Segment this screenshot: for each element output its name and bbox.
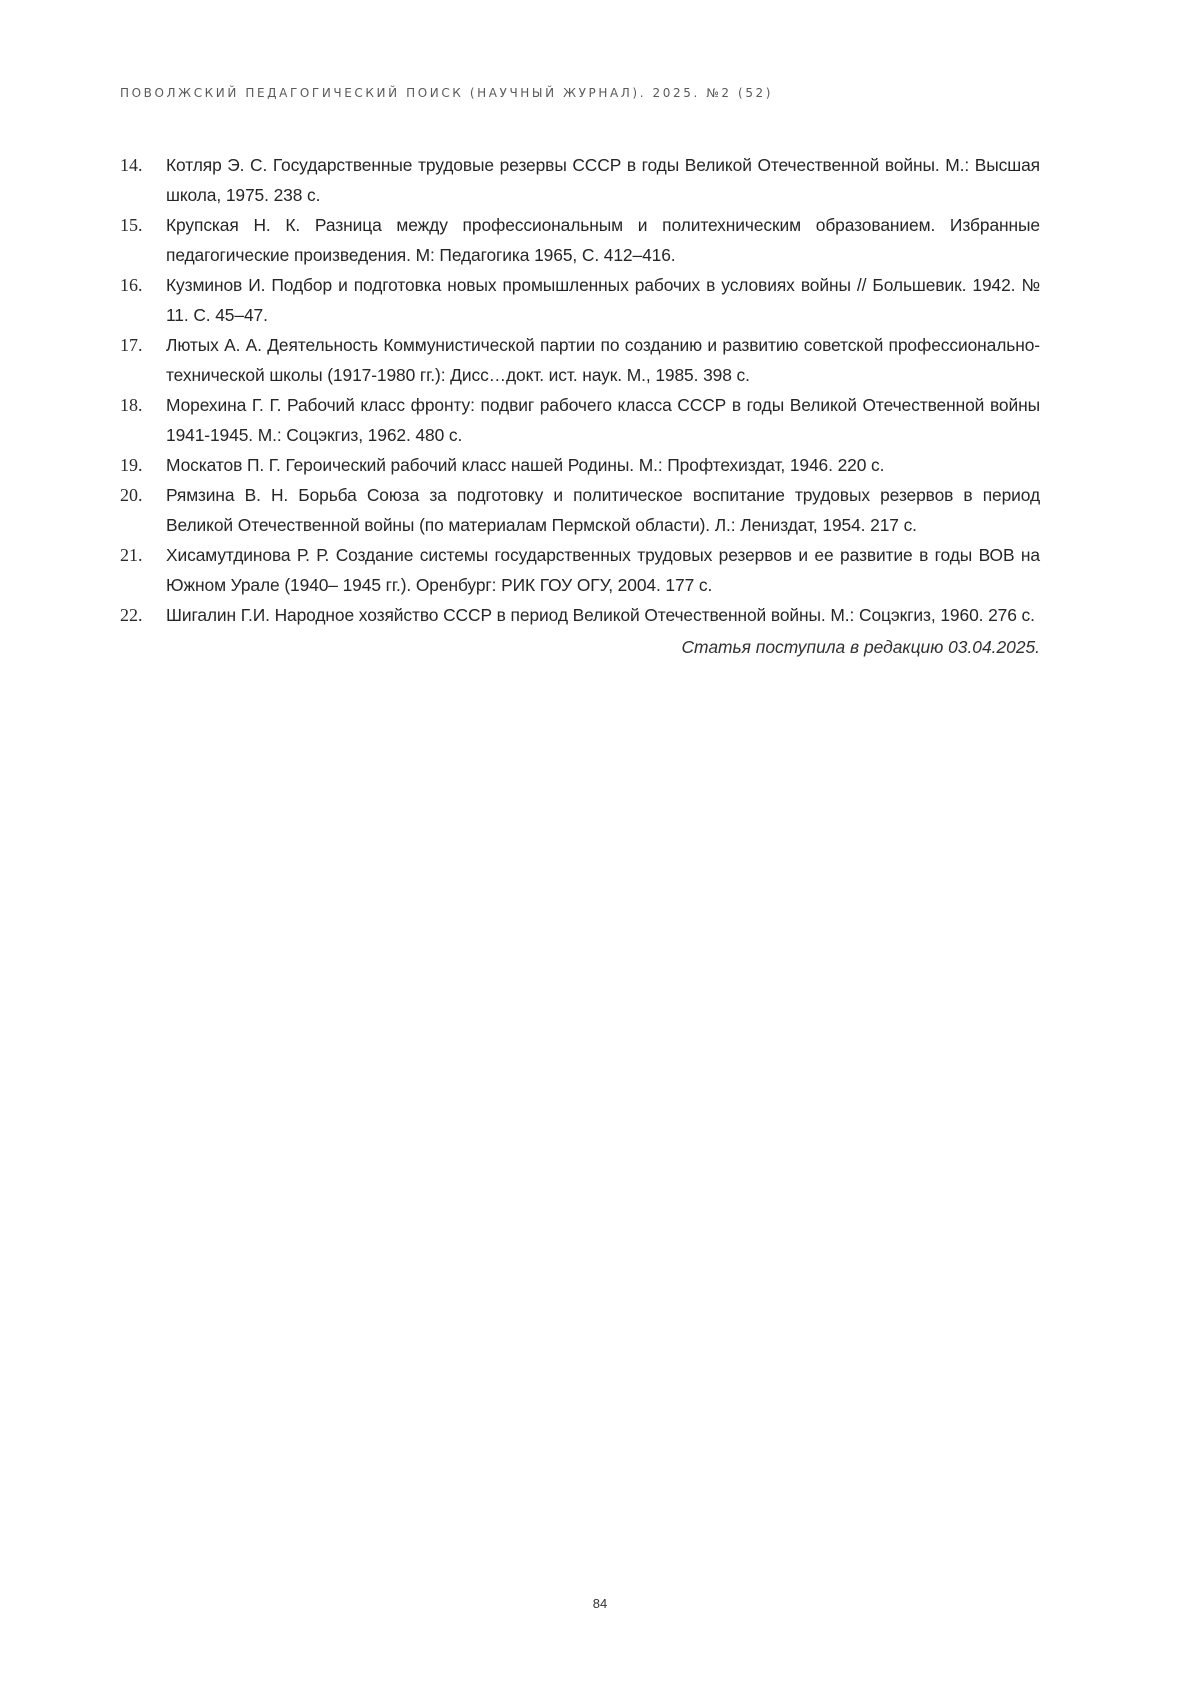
reference-item xyxy=(120,210,1040,270)
reference-text: Котляр Э. С. Государственные трудовые резервы СССР в годы Великой Отечественной войны. М.: Высшая школа, 1975. 238 с. xyxy=(166,155,1040,205)
reference-item xyxy=(120,600,1040,630)
reference-number: 16. xyxy=(120,275,143,295)
reference-number: 18. xyxy=(120,395,143,415)
page-number: 84 xyxy=(592,1596,608,1611)
reference-item xyxy=(120,150,1040,210)
running-header: ПОВОЛЖСКИЙ ПЕДАГОГИЧЕСКИЙ ПОИСК (НАУЧНЫЙ ЖУРНАЛ). 2025. №2 (52) xyxy=(120,86,774,100)
reference-number: 17. xyxy=(120,335,143,355)
reference-item xyxy=(120,330,1040,390)
reference-list xyxy=(120,150,1040,630)
reference-text: Москатов П. Г. Героический рабочий класс нашей Родины. М.: Профтехиздат, 1946. 220 с. xyxy=(166,455,885,475)
reference-text: Лютых А. А. Деятельность Коммунистической партии по созданию и развитию советской профессионально-технической школы (1917-1980 гг.): Дисс…докт. ист. наук. М., 1985. 398 с. xyxy=(166,335,1040,385)
reference-text: Крупская Н. К. Разница между профессиональным и политехническим образованием. Избранные педагогические произведения. М: Педагогика 1965, С. 412–416. xyxy=(166,215,1040,265)
reference-item xyxy=(120,270,1040,330)
reference-number: 15. xyxy=(120,215,143,235)
reference-item xyxy=(120,450,1040,480)
reference-item xyxy=(120,390,1040,450)
reference-text: Шигалин Г.И. Народное хозяйство СССР в период Великой Отечественной войны. М.: Соцэкгиз, 1960. 276 с. xyxy=(166,605,1035,625)
reference-number: 19. xyxy=(120,455,143,475)
reference-text: Морехина Г. Г. Рабочий класс фронту: подвиг рабочего класса СССР в годы Великой Отечественной войны 1941-1945. М.: Соцэкгиз, 1962. 480 с. xyxy=(166,395,1040,445)
reference-number: 14. xyxy=(120,155,143,175)
reference-number: 20. xyxy=(120,485,143,505)
reference-text: Рямзина В. Н. Борьба Союза за подготовку и политическое воспитание трудовых резервов в период Великой Отечественной войны (по материалам Пермской области). Л.: Лениздат, 1954. 217 с. xyxy=(166,485,1040,535)
reference-item xyxy=(120,480,1040,540)
reference-number: 22. xyxy=(120,605,143,625)
reference-text: Кузминов И. Подбор и подготовка новых промышленных рабочих в условиях войны // Большевик. 1942. № 11. С. 45–47. xyxy=(166,275,1040,325)
reference-item xyxy=(120,540,1040,600)
reference-number: 21. xyxy=(120,545,143,565)
reference-text: Хисамутдинова Р. Р. Создание системы государственных трудовых резервов и ее развитие в годы ВОВ на Южном Урале (1940– 1945 гг.). Оренбург: РИК ГОУ ОГУ, 2004. 177 с. xyxy=(166,545,1040,595)
received-date-note: Статья поступила в редакцию 03.04.2025. xyxy=(681,637,1040,657)
